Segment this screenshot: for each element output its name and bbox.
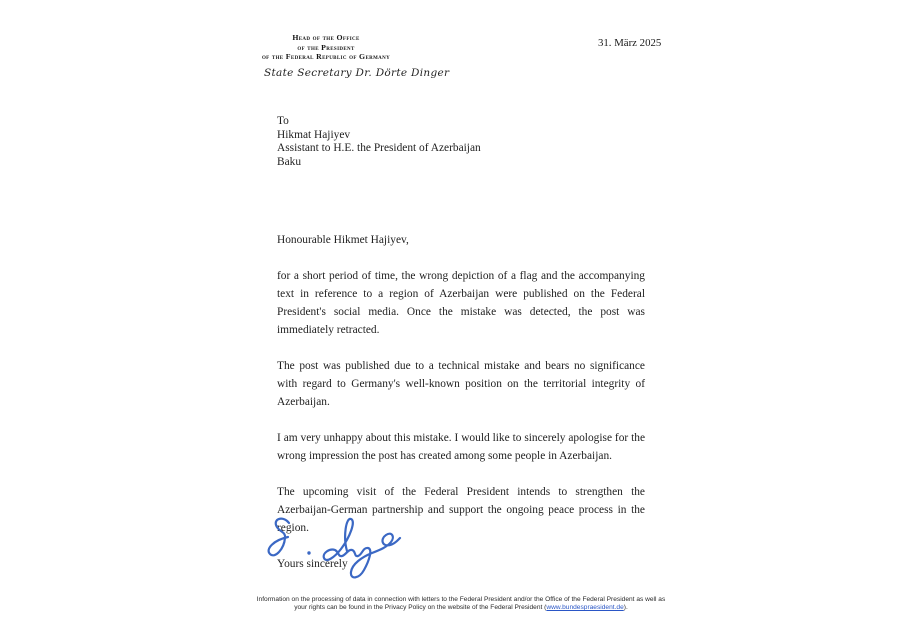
letterhead-line-2: of the President xyxy=(297,42,355,52)
letterhead-line-3: of the Federal Republic of Germany xyxy=(261,52,391,62)
signature-ink-svg xyxy=(255,511,405,586)
recipient-line: Assistant to H.E. the President of Azerbaijan xyxy=(277,142,481,155)
salutation: Honourable Hikmet Hajiyev, xyxy=(277,234,409,246)
letterhead xyxy=(236,33,416,62)
recipient-line: Baku xyxy=(277,155,302,168)
body-paragraph: for a short period of time, the wrong depiction of a flag and the accompanying text in reference to a region of Azerbaijan were published on the Federal President's social media. Once the mistake was detected, the post was immediately retracted. xyxy=(277,270,645,336)
privacy-footer xyxy=(247,596,675,612)
footer-text-line1: Information on the processing of data in connection with letters to the Federal President and/or the Office of the Federal President as well as xyxy=(256,596,666,603)
privacy-policy-link[interactable]: www.bundespraesident.de xyxy=(546,604,624,611)
letter-date: 31. März 2025 xyxy=(598,37,662,49)
signature-surname xyxy=(324,519,400,578)
body-paragraph: I am very unhappy about this mistake. I would like to sincerely apologise for the wrong impression the post has created among some people in Azerbaijan. xyxy=(277,432,645,462)
letterhead-secretary: State Secretary Dr. Dörte Dinger xyxy=(264,67,450,79)
body-paragraph: The post was published due to a technical mistake and bears no significance with regard to Germany's well-known position on the territorial integrity of Azerbaijan. xyxy=(277,360,645,408)
recipient-address xyxy=(277,115,481,169)
signature-period-dot xyxy=(307,551,310,554)
signature-handwriting xyxy=(255,511,405,586)
footer-text-line2-end: ). xyxy=(623,604,628,611)
signature-initial-d xyxy=(269,519,289,556)
letterhead-line-1: Head of the Office xyxy=(292,33,360,42)
recipient-line: To xyxy=(277,115,289,127)
footer-text-line2: your rights can be found in the Privacy Policy on the website of the Federal President ( xyxy=(294,604,547,611)
closing: Yours sincerely xyxy=(277,558,348,570)
recipient-line: Hikmat Hajiyev xyxy=(277,128,351,141)
body-paragraph: The upcoming visit of the Federal President intends to strengthen the Azerbaijan-German partnership and support the ongoing peace process in the region. xyxy=(277,486,645,534)
